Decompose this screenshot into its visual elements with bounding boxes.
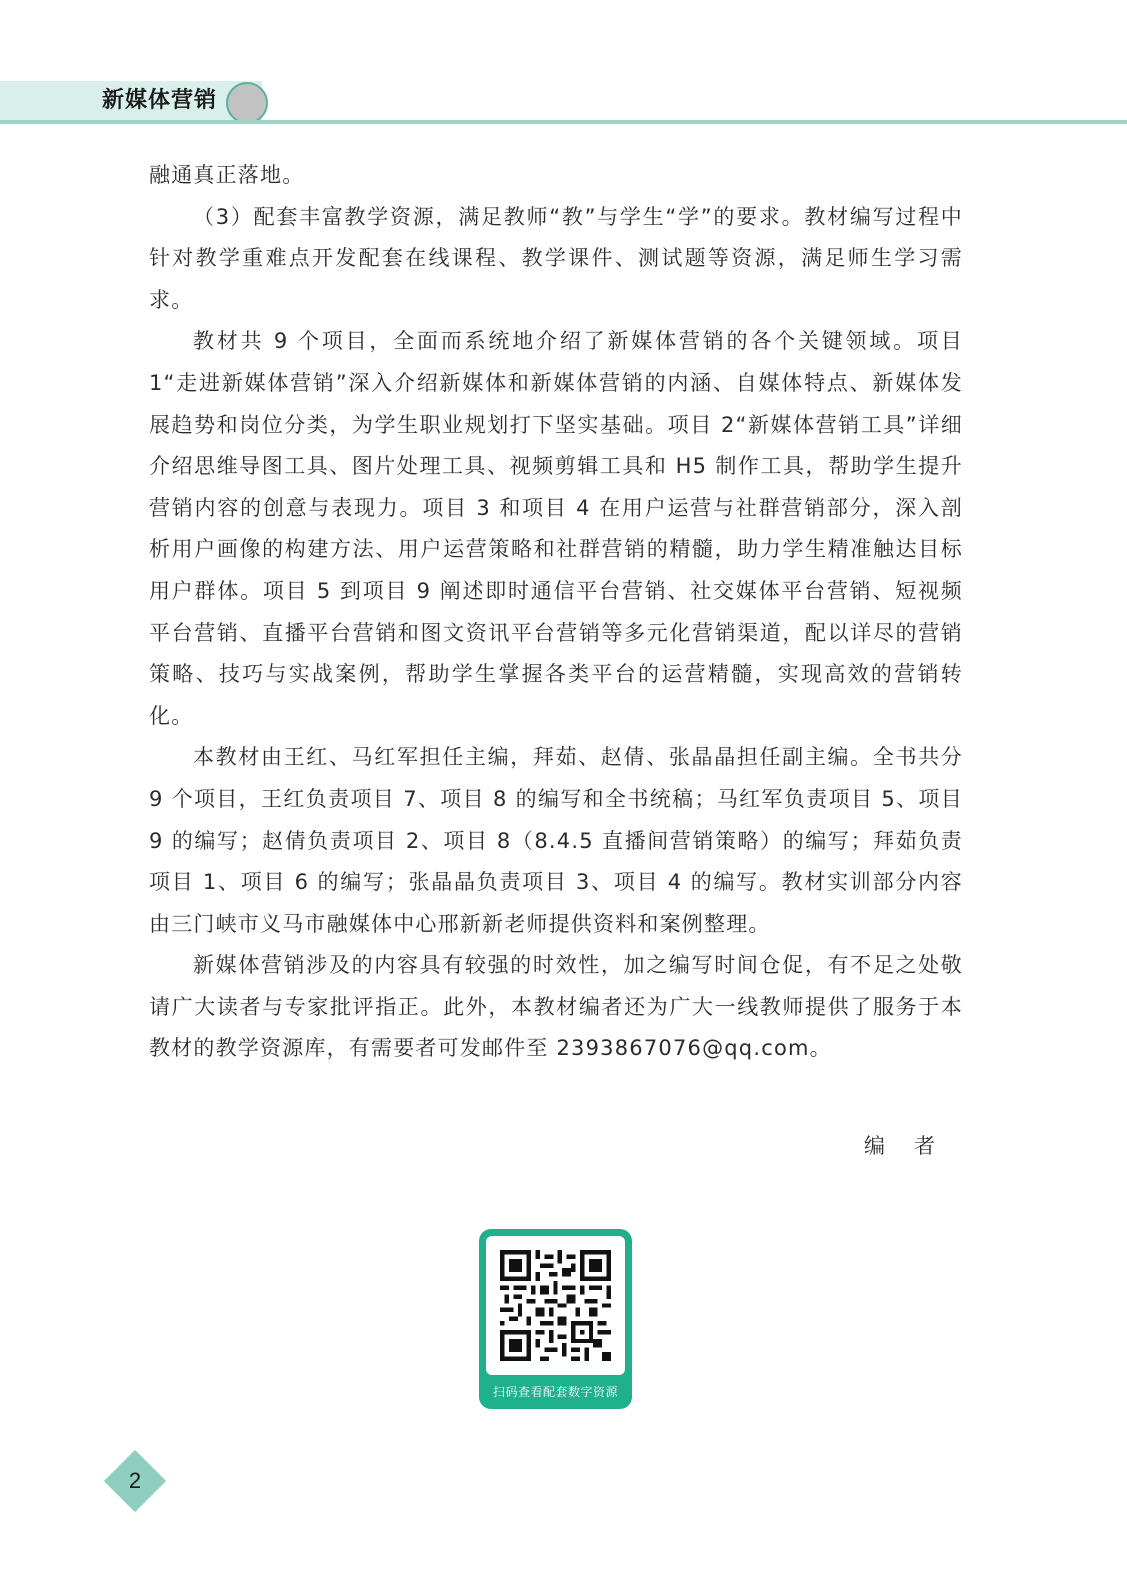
paragraph-teaching-resources: （3）配套丰富教学资源，满足教师“教”与学生“学”的要求。教材编写过程中针对教学重难点开发配套在线课程、教学课件、测试题等资源，满足师生学习需求。 [149,204,963,312]
editor-signature [864,1128,936,1164]
signature-right: 者 [914,1134,936,1158]
qr-code-card[interactable] [479,1229,632,1409]
running-header-title: 新媒体营销 [102,88,218,113]
header-circle-ornament [226,82,268,124]
qr-caption: 扫码查看配套数字资源 [492,1385,618,1399]
header-rule [0,120,1127,124]
qr-code-frame [486,1236,625,1375]
qr-code-icon [500,1250,611,1361]
paragraph-closing: 新媒体营销涉及的内容具有较强的时效性，加之编写时间仓促，有不足之处敬请广大读者与专家批评指正。此外，本教材编者还为广大一线教师提供了服务于本教材的教学资源库，有需要者可发邮件至 2393867076@qq.com。 [149,953,963,1061]
signature-left: 编 [864,1134,886,1158]
paragraph-project-overview: 教材共 9 个项目，全面而系统地介绍了新媒体营销的各个关键领域。项目 1“走进新媒体营销”深入介绍新媒体和新媒体营销的内涵、自媒体特点、新媒体发展趋势和岗位分类，为学生职业规划打下坚实基础。项目 2“新媒体营销工具”详细介绍思维导图工具、图片处理工具、视频剪辑工具和 H5 制作工具，帮助学生提升营销内容的创意与表现力。项目 3 和项目 4 在用户运营与社群营销部分，深入剖析用户画像的构建方法、用户运营策略和社群营销的精髓，助力学生精准触达目标用户群体。项目 5 到项目 9 阐述即时通信平台营销、社交媒体平台营销、短视频平台营销、直播平台营销和图文资讯平台营销等多元化营销渠道，配以详尽的营销策略、技巧与实战案例，帮助学生掌握各类平台的运营精髓，实现高效的营销转化。 [149,329,963,728]
paragraph-authors: 本教材由王红、马红军担任主编，拜茹、赵倩、张晶晶担任副主编。全书共分 9 个项目，王红负责项目 7、项目 8 的编写和全书统稿；马红军负责项目 5、项目 9 的编写；赵倩负责项目 2、项目 8（8.4.5 直播间营销策略）的编写；拜茹负责项目 1、项目 6 的编写；张晶晶负责项目 3、项目 4 的编写。教材实训部分内容由三门峡市义马市融媒体中心邢新新老师提供资料和案例整理。 [149,745,963,936]
body-text [149,155,963,1070]
paragraph-continuation: 融通真正落地。 [149,163,305,187]
page-number: 2 [128,1468,142,1493]
